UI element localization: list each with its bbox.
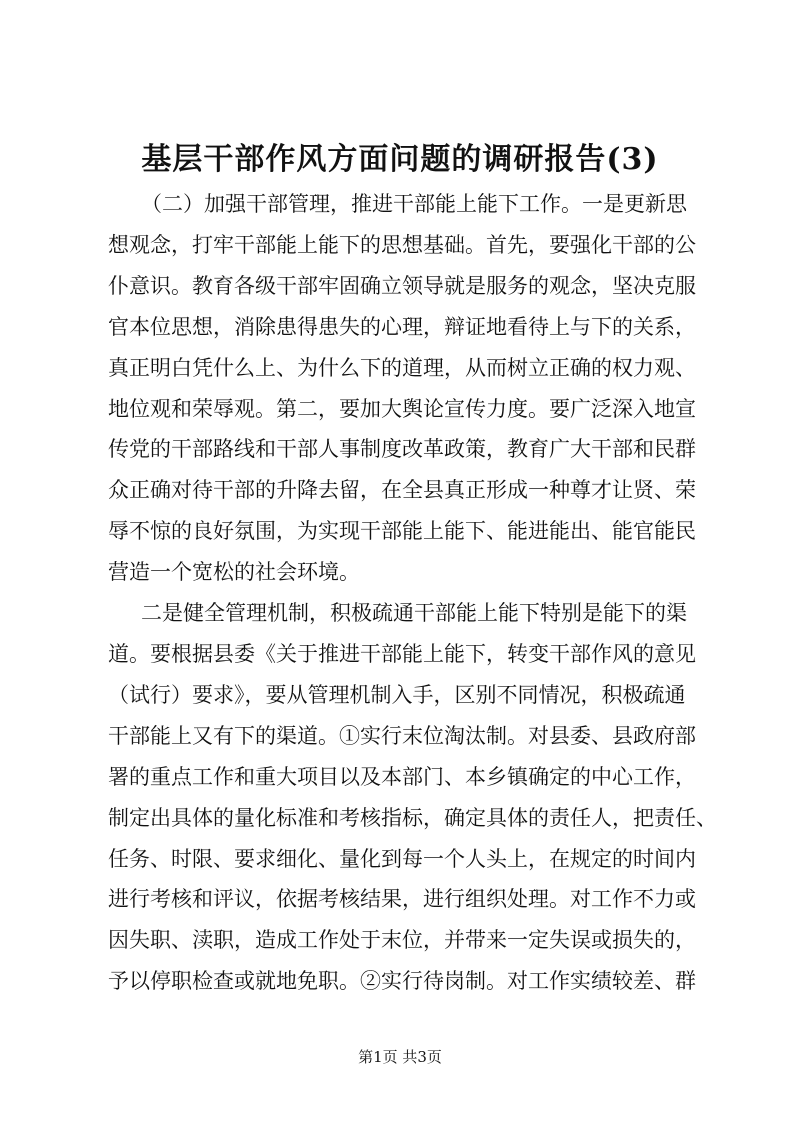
paragraph-line: 仆意识。教育各级干部牢固确立领导就是服务的观念，坚决克服 xyxy=(108,273,696,298)
paragraph-line: 进行考核和评议，依据考核结果，进行组织处理。对工作不力或 xyxy=(108,887,696,912)
paragraph-line: 辱不惊的良好氛围，为实现干部能上能下、能进能出、能官能民 xyxy=(108,519,696,544)
paragraph-line: 想观念，打牢干部能上能下的思想基础。首先，要强化干部的公 xyxy=(108,232,696,257)
paragraph-line: 予以停职检查或就地免职。②实行待岗制。对工作实绩较差、群 xyxy=(108,969,696,994)
paragraph-line: 干部能上又有下的渠道。①实行末位淘汰制。对县委、县政府部 xyxy=(108,723,696,748)
paragraph-line: 因失职、渎职，造成工作处于末位，并带来一定失误或损失的， xyxy=(108,928,696,953)
paragraph-line: 道。要根据县委《关于推进干部能上能下，转变干部作风的意见 xyxy=(108,641,696,666)
paragraph-line: 制定出具体的量化标准和考核指标，确定具体的责任人，把责任、 xyxy=(108,805,717,830)
paragraph-line: 众正确对待干部的升降去留，在全县真正形成一种尊才让贤、荣 xyxy=(108,478,696,503)
document-body xyxy=(108,184,717,1002)
paragraph-line: 任务、时限、要求细化、量化到每一个人头上，在规定的时间内 xyxy=(108,846,696,871)
paragraph-line: 地位观和荣辱观。第二，要加大舆论宣传力度。要广泛深入地宣 xyxy=(108,396,696,421)
paragraph-line: 署的重点工作和重大项目以及本部门、本乡镇确定的中心工作， xyxy=(108,764,696,789)
paragraph-2 xyxy=(108,593,717,1002)
paragraph-line: 官本位思想，消除患得患失的心理，辩证地看待上与下的关系， xyxy=(108,314,696,339)
paragraph-line: 二是健全管理机制，积极疏通干部能上能下特别是能下的渠 xyxy=(141,601,687,626)
paragraph-line: 营造一个宽松的社会环境。 xyxy=(108,560,360,585)
paragraph-line: （试行）要求》，要从管理机制入手，区别不同情况，积极疏通 xyxy=(108,682,686,707)
paragraph-1 xyxy=(108,184,708,593)
page-number: 第1页 共3页 xyxy=(358,1048,442,1066)
document-title: 基层干部作风方面问题的调研报告(3) xyxy=(141,142,659,177)
paragraph-line: （二）加强干部管理，推进干部能上能下工作。一是更新思 xyxy=(141,192,687,216)
paragraph-line: 传党的干部路线和干部人事制度改革政策，教育广大干部和民群 xyxy=(108,437,696,462)
paragraph-line: 真正明白凭什么上、为什么下的道理，从而树立正确的权力观、 xyxy=(108,355,696,380)
